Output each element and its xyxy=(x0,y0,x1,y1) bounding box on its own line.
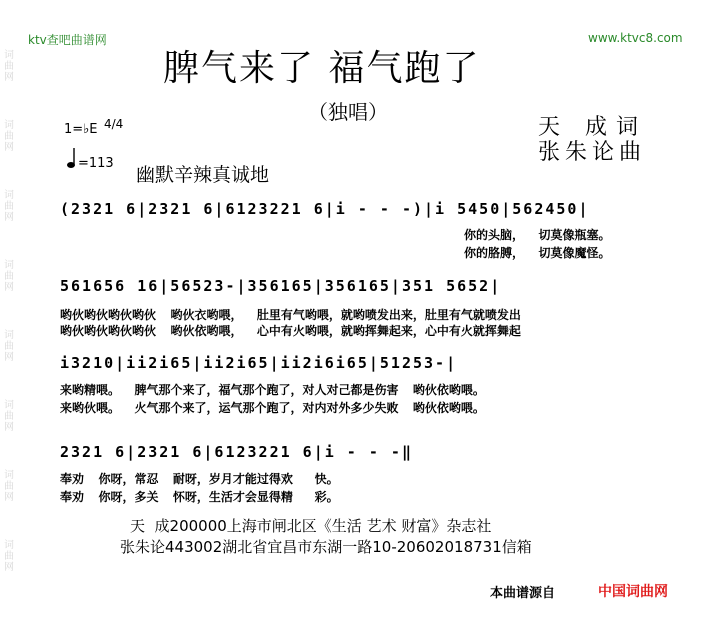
lyric-line: 奉劝 你呀，常忍 耐呀，岁月才能过得欢 快。 xyxy=(60,472,339,486)
address-line: 天 成200000上海市闸北区《生活 艺术 财富》杂志社 xyxy=(130,517,492,535)
notation-line: (2321 6|2321 6|6123221 6|i - - -)|i 5450|562450| xyxy=(60,200,590,218)
notation-line: i3210|ii2i65|ii2i65|ii2i6i65|51253-| xyxy=(60,354,458,372)
watermark-column: 词曲网 xyxy=(4,190,14,223)
lyric-line: 奉劝 你呀，多关 怀呀，生活才会显得精 彩。 xyxy=(60,490,339,504)
watermark-column: 词曲网 xyxy=(4,330,14,363)
lyric-line: 来哟精喂。 脾气那个来了，福气那个跑了，对人对己都是伤害 哟伙依哟喂。 xyxy=(60,383,485,397)
watermark-column: 词曲网 xyxy=(4,470,14,503)
watermark-column: 词曲网 xyxy=(4,260,14,293)
lyric-line: 你的胳膊， 切莫像魔怪。 xyxy=(464,246,611,260)
watermark-column: 词曲网 xyxy=(4,50,14,83)
watermark-site-right: www.ktvc8.com xyxy=(588,31,683,45)
watermark-site-left: ktv查吧曲谱网 xyxy=(28,33,107,47)
time-signature: 4/4 xyxy=(104,117,124,131)
key-signature: 1=♭E xyxy=(64,122,98,137)
source-label: 本曲谱源自 xyxy=(490,586,556,601)
lyric-line: 你的头脑， 切莫像瓶塞。 xyxy=(464,228,611,242)
lyric-line: 哟伙哟伙哟伙哟伙 哟伙依哟喂， 心中有火哟喂，就哟挥舞起来，心中有火就挥舞起 xyxy=(60,324,521,338)
composer-credit: 张朱论曲 xyxy=(538,140,647,165)
watermark-column: 词曲网 xyxy=(4,540,14,573)
song-title: 脾气来了 福气跑了 xyxy=(163,48,481,89)
lyric-line: 哟伙哟伙哟伙哟伙 哟伙衣哟喂， 肚里有气哟喂，就哟喷发出来，肚里有气就喷发出 xyxy=(60,308,521,322)
song-subtitle: （独唱） xyxy=(308,100,388,124)
notation-line: 561656 16|56523-|356165|356165|351 5652| xyxy=(60,277,502,295)
lyricist-credit: 天 成词 xyxy=(538,115,647,140)
lyric-line: 来哟伙喂。 火气那个来了，运气那个跑了，对内对外多少失败 哟伙依哟喂。 xyxy=(60,401,485,415)
source-site-link[interactable]: 中国词曲网 xyxy=(598,584,668,600)
watermark-column: 词曲网 xyxy=(4,400,14,433)
notation-line: 2321 6|2321 6|6123221 6|i - - -‖ xyxy=(60,443,413,461)
tempo-marking: =113 xyxy=(78,156,114,171)
style-marking: 幽默辛辣真诚地 xyxy=(136,164,270,186)
watermark-column: 词曲网 xyxy=(4,120,14,153)
address-line: 张朱论443002湖北省宜昌市东湖一路10-20602018731信箱 xyxy=(120,538,532,556)
